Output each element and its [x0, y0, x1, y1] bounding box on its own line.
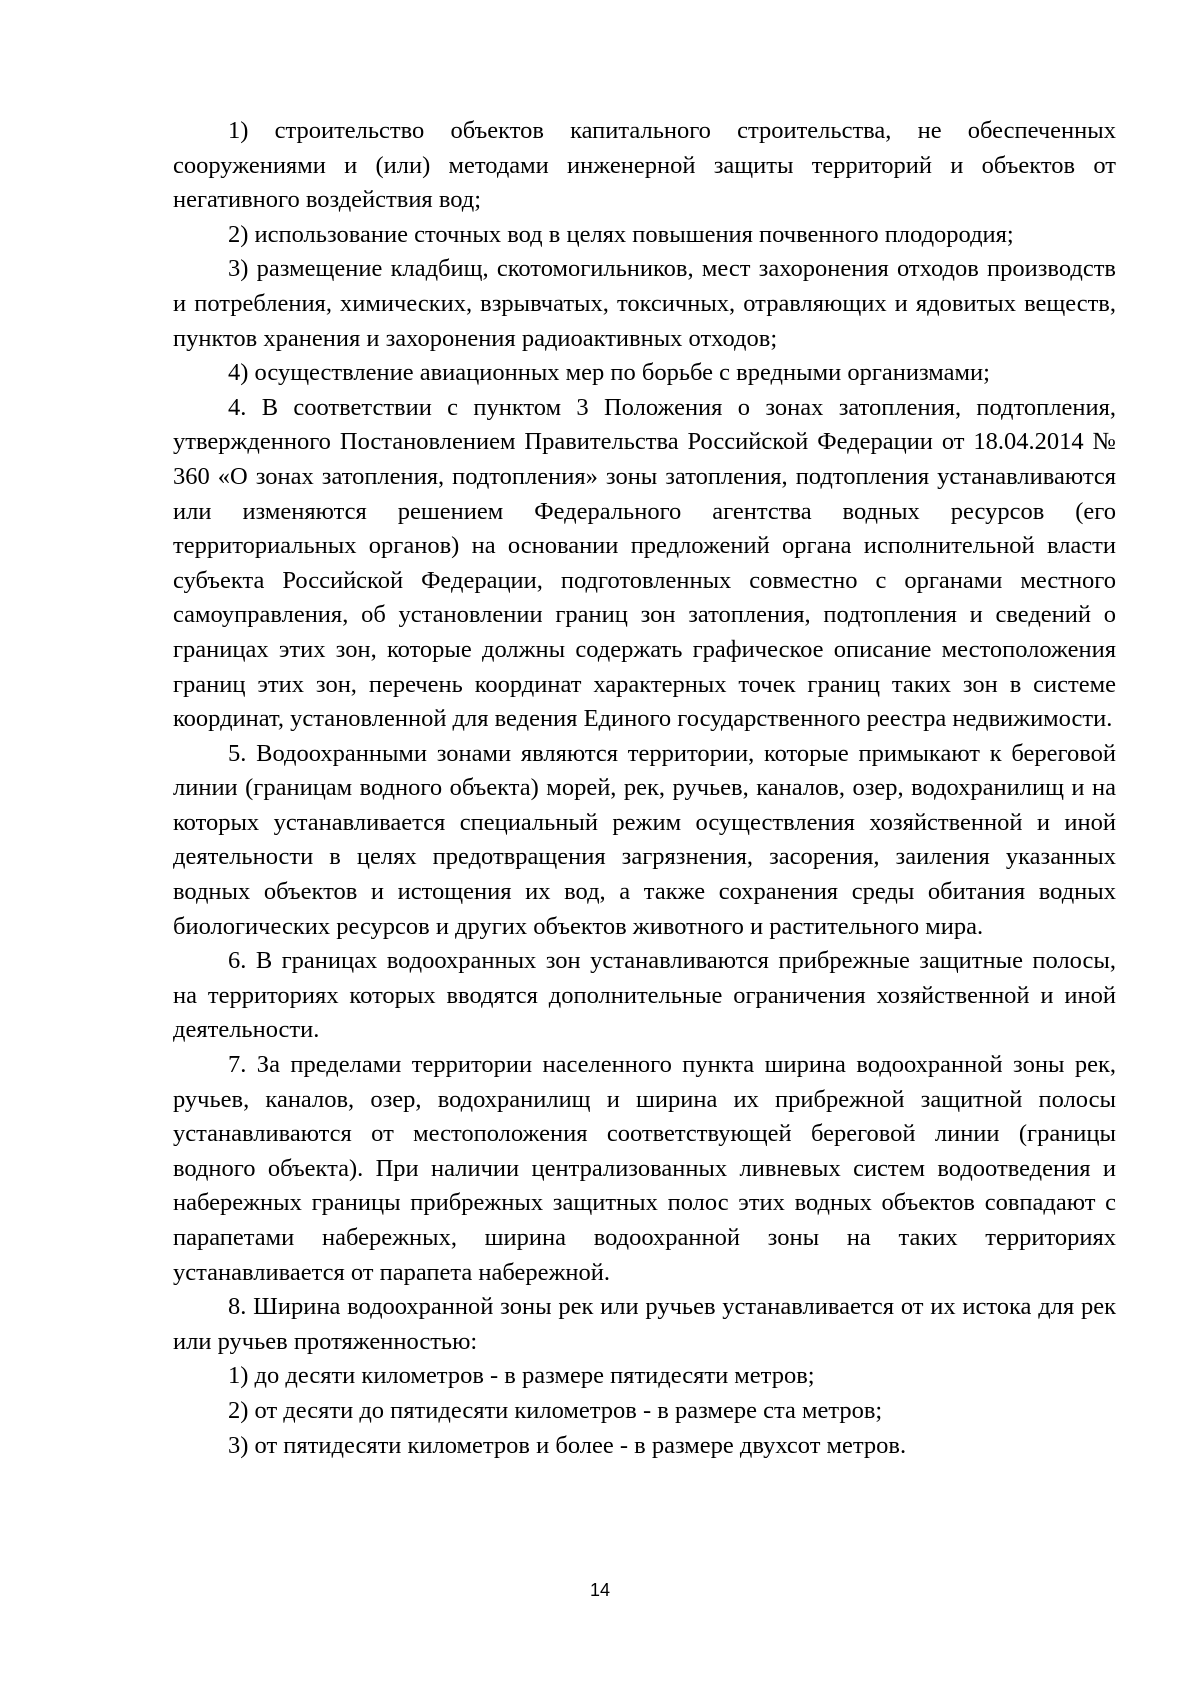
- paragraph-item-1: 1) строительство объектов капитального строительства, не обеспеченных сооружениями и (или) методами инженерной защиты территорий и объектов от негативного воздействия вод;: [173, 117, 1116, 214]
- paragraph-item-4: 4) осуществление авиационных мер по борьбе с вредными организмами;: [228, 359, 990, 387]
- paragraph-clause-8: 8. Ширина водоохранной зоны рек или ручьев устанавливается от их истока для рек или ручьев протяженностью:: [173, 1293, 1116, 1355]
- page-number: 14: [589, 1580, 611, 1600]
- paragraph-item-3: 3) размещение кладбищ, скотомогильников, мест захоронения отходов производств и потребления, химических, взрывчатых, токсичных, отравляющих и ядовитых веществ, пунктов хранения и захоронения радиоактивных отходов;: [173, 255, 1116, 352]
- paragraph-clause-7: 7. За пределами территории населенного пункта ширина водоохранной зоны рек, ручьев, каналов, озер, водохранилищ и ширина их прибрежной защитной полосы устанавливаются от местоположения соответствующей береговой линии (границы водного объекта). При наличии централизованных ливневых систем водоотведения и набережных границы прибрежных защитных полос этих водных объектов совпадают с парапетами набережных, ширина водоохранной зоны на таких территориях устанавливается от парапета набережной.: [173, 1051, 1116, 1286]
- paragraph-width-item-3: 3) от пятидесяти километров и более - в размере двухсот метров.: [228, 1431, 907, 1459]
- paragraph-width-item-1: 1) до десяти километров - в размере пятидесяти метров;: [228, 1362, 815, 1390]
- document-body: [173, 114, 1116, 1463]
- paragraph-item-2: 2) использование сточных вод в целях повышения почвенного плодородия;: [228, 220, 1014, 248]
- paragraph-clause-4: 4. В соответствии с пунктом 3 Положения о зонах затопления, подтопления, утвержденного Постановлением Правительства Российской Федерации от 18.04.2014 № 360 «О зонах затопления, подтопления» зоны затопления, подтопления устанавливаются или изменяются решением Федерального агентства водных ресурсов (его территориальных органов) на основании предложений органа исполнительной власти субъекта Российской Федерации, подготовленных совместно с органами местного самоуправления, об установлении границ зон затопления, подтопления и сведений о границах этих зон, которые должны содержать графическое описание местоположения границ этих зон, перечень координат характерных точек границ таких зон в системе координат, установленной для ведения Единого государственного реестра недвижимости.: [173, 393, 1116, 733]
- paragraph-width-item-2: 2) от десяти до пятидесяти километров - в размере ста метров;: [228, 1396, 883, 1424]
- paragraph-clause-6: 6. В границах водоохранных зон устанавливаются прибрежные защитные полосы, на территориях которых вводятся дополнительные ограничения хозяйственной и иной деятельности.: [173, 947, 1116, 1044]
- paragraph-clause-5: 5. Водоохранными зонами являются территории, которые примыкают к береговой линии (границам водного объекта) морей, рек, ручьев, каналов, озер, водохранилищ и на которых устанавливается специальный режим осуществления хозяйственной и иной деятельности в целях предотвращения загрязнения, засорения, заиления указанных водных объектов и истощения их вод, а также сохранения среды обитания водных биологических ресурсов и других объектов животного и растительного мира.: [173, 739, 1116, 940]
